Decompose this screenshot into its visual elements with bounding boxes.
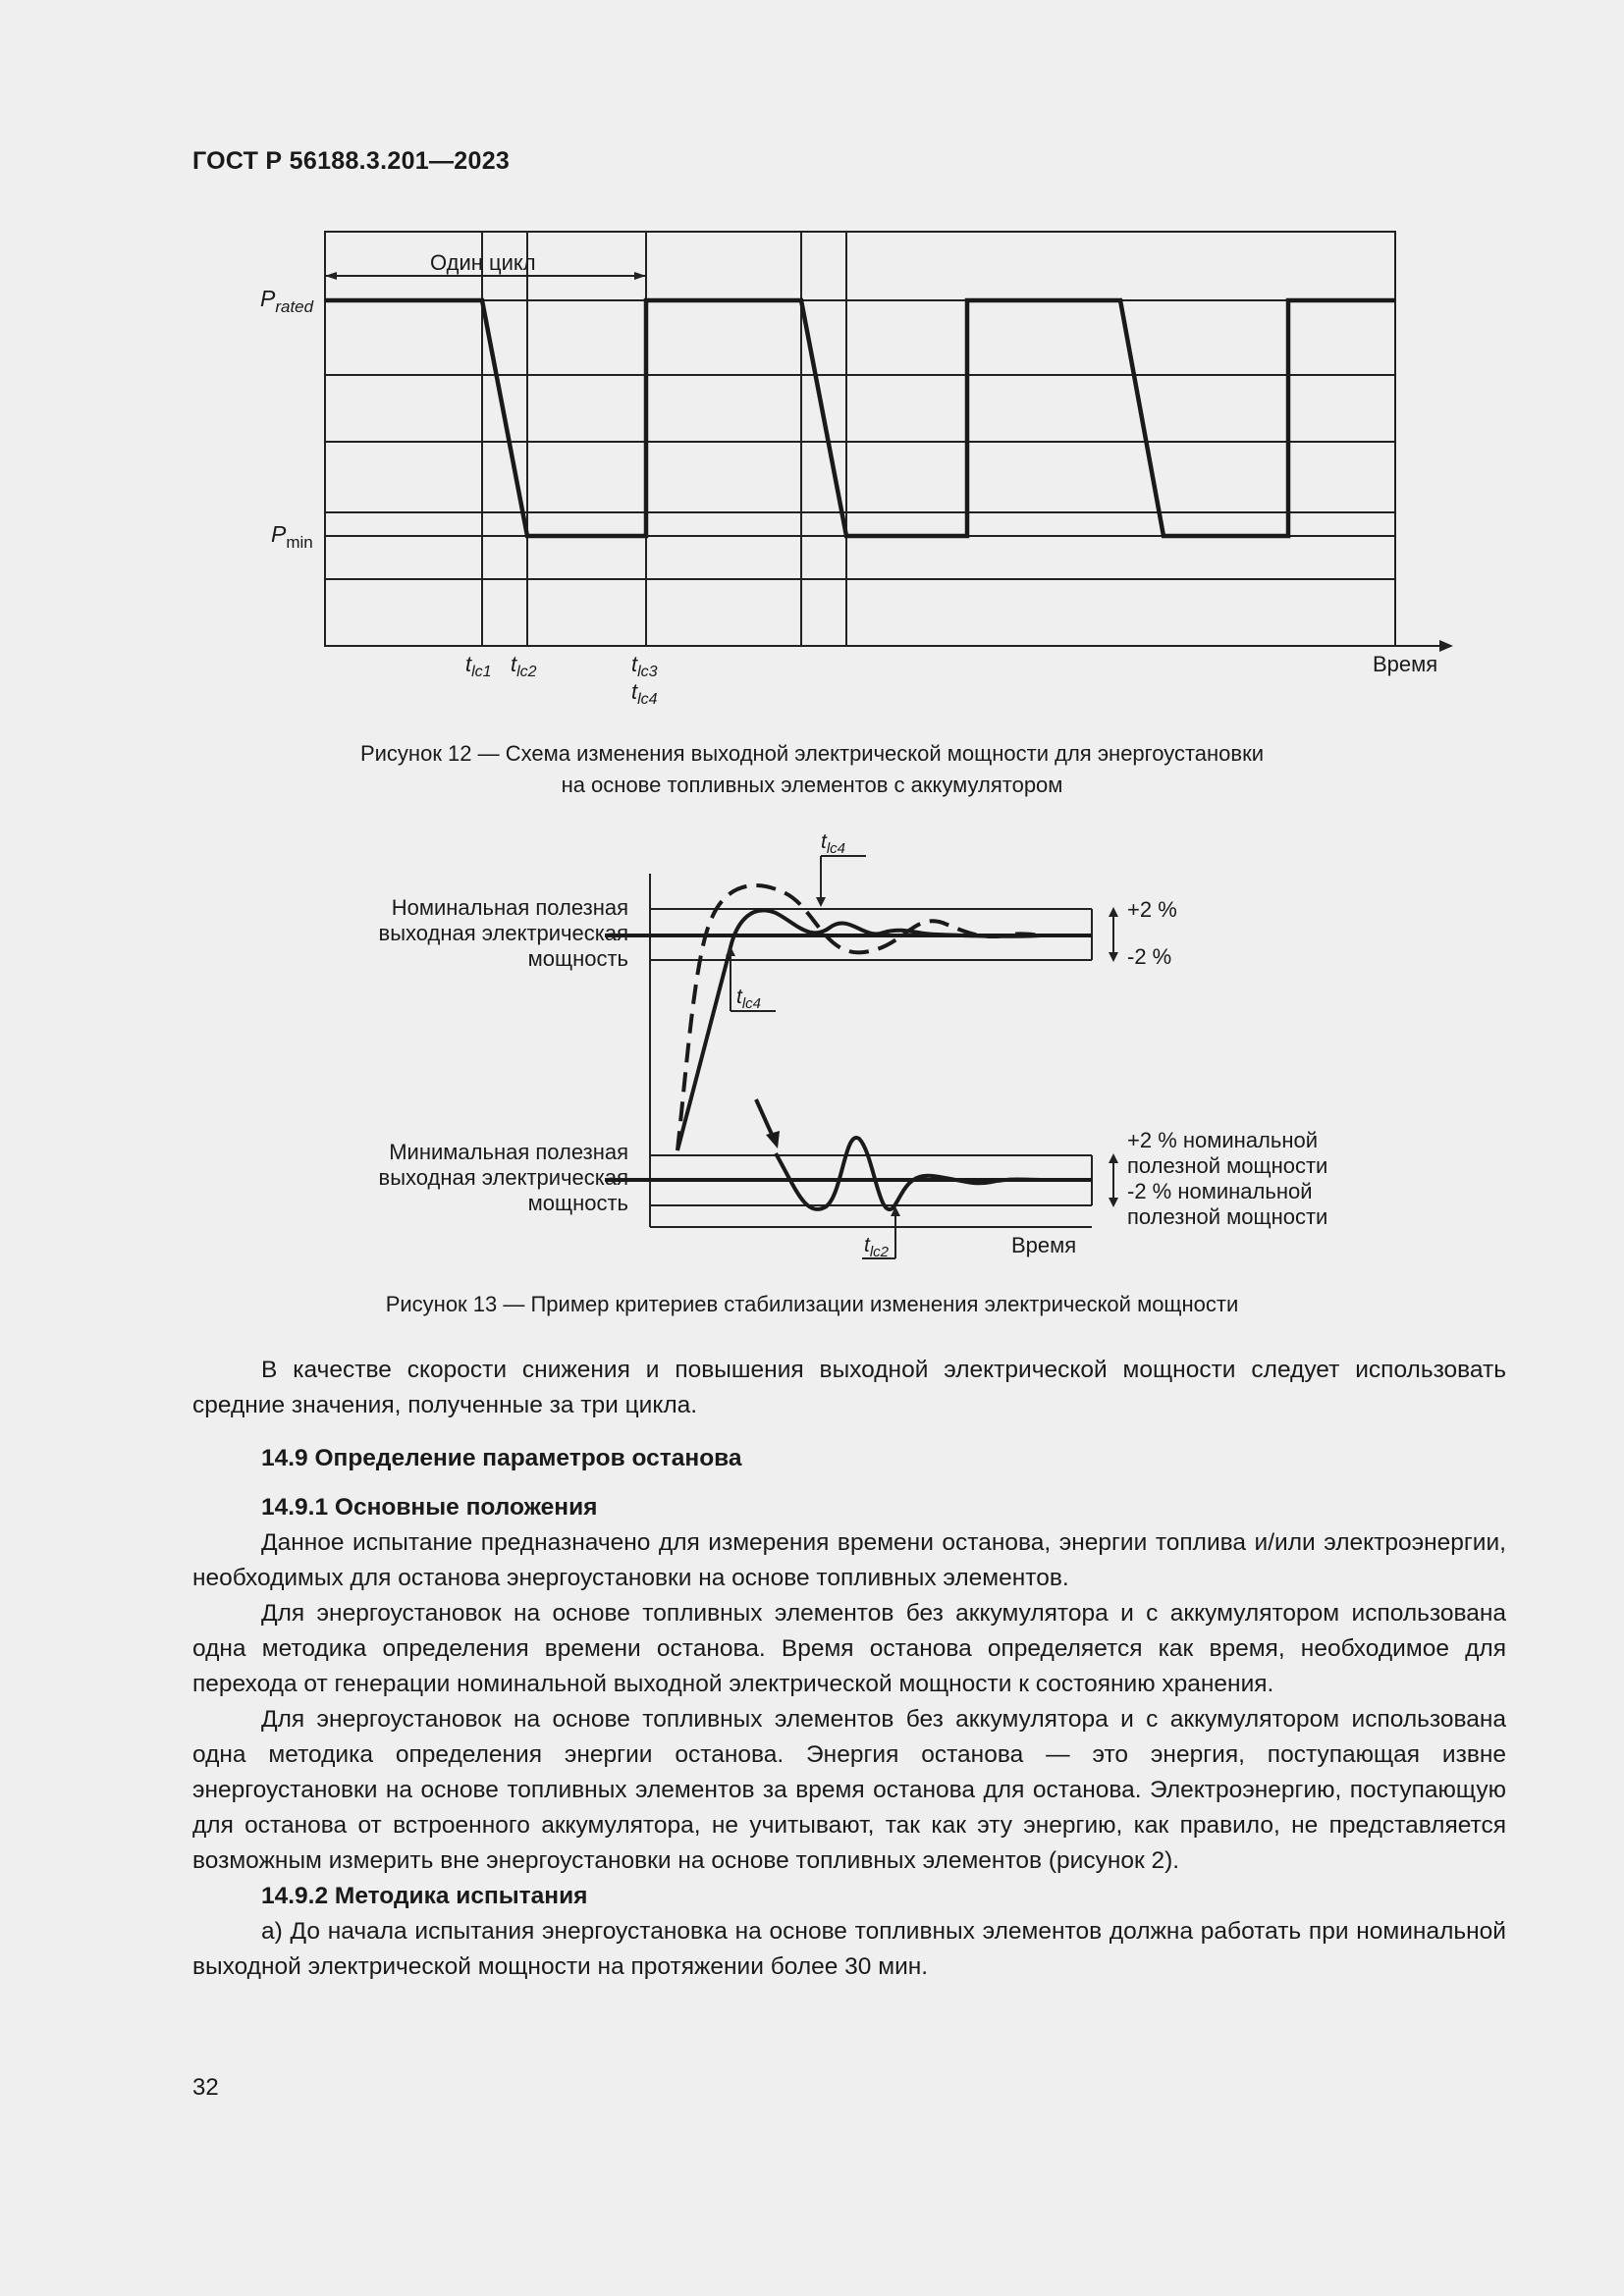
t-lc3-label: $t_{lc3}$ <box>631 652 658 680</box>
figure-12-caption <box>0 738 1624 801</box>
arrow-head <box>816 897 826 907</box>
figure-12-caption-line1: Рисунок 12 — Схема изменения выходной электрической мощности для энергоустановки <box>359 741 1265 766</box>
heading-14-9-2: 14.9.2 Методика испытания <box>261 1883 588 1909</box>
minimal-label-line1: Минимальная полезная <box>389 1140 628 1164</box>
power-curve <box>325 300 1395 536</box>
body-text <box>192 1353 1506 1985</box>
paragraph-5: а) До начала испытания энергоустановка на основе топливных элементов должна работать при номинальной выходной электрической мощности на протяжении более 30 мин. <box>192 1918 1506 1980</box>
t-lc4-top-label: $t_{lc4}$ <box>821 830 846 857</box>
figure-13-caption: Рисунок 13 — Пример критериев стабилизации изменения электрической мощности <box>385 1292 1239 1316</box>
figure-12-caption-line2: на основе топливных элементов с аккумулятором <box>561 773 1063 797</box>
heading-14-9: 14.9 Определение параметров останова <box>261 1445 742 1471</box>
t-lc4-mid-label: $t_{lc4}$ <box>736 986 762 1012</box>
nominal-label-line2: выходная электрическая <box>378 921 628 945</box>
time-label: Время <box>1011 1233 1077 1257</box>
minus2-label: -2 % <box>1127 944 1172 969</box>
arrow-head <box>1109 1153 1118 1163</box>
plus2-nominal-line1: +2 % номинальной <box>1127 1128 1319 1152</box>
t-lc1-label: $t_{lc1}$ <box>465 652 492 680</box>
arrow-head <box>1109 907 1118 917</box>
paragraph-1: В качестве скорости снижения и повышения выходной электрической мощности следует использовать средние значения, полученные за три цикла. <box>192 1357 1506 1418</box>
arrow-head <box>1109 1198 1118 1207</box>
paragraph-2: Данное испытание предназначено для измерения времени останова, энергии топлива и/или электроэнергии, необходимых для останова энергоустановки на основе топливных элементов. <box>192 1529 1506 1591</box>
t-lc4-label: $t_{lc4}$ <box>631 679 658 708</box>
plus2-label: +2 % <box>1127 897 1177 922</box>
grid <box>325 232 1439 646</box>
p-rated-label: $P_{rated}$ <box>260 286 314 316</box>
nominal-label-line3: мощность <box>527 946 628 971</box>
minus2-nominal-line2: полезной мощности <box>1127 1204 1328 1229</box>
document-header: ГОСТ Р 56188.3.201—2023 <box>192 147 511 175</box>
figure-12-diagram <box>0 0 1624 746</box>
cycle-label: Один цикл <box>430 250 536 275</box>
t-lc2-label: $t_{lc2}$ <box>864 1234 890 1260</box>
dashed-response-curve <box>677 885 1043 1150</box>
solid-response-curve <box>677 910 1041 1150</box>
decrease-arrow-line <box>756 1099 774 1139</box>
minimal-label-line2: выходная электрическая <box>378 1165 628 1190</box>
arrow-head <box>726 946 735 956</box>
minimal-response-curve <box>776 1138 1051 1209</box>
figure-13-diagram <box>0 815 1624 1276</box>
cycle-arrow-right <box>634 272 646 280</box>
paragraph-4: Для энергоустановок на основе топливных элементов без аккумулятора и с аккумулятором использована одна методика определения энергии останова. Энергия останова — это энергия, поступающая извне энергоустановки на основе топливных элементов за время останова для останова. Электроэнергию, поступающую для останова от встроенного аккумулятора, не учитывают, так как эту энергию, как правило, не представляется возможным измерить вне энергоустановки на основе топливных элементов (рисунок 2). <box>192 1706 1506 1874</box>
paragraph-3: Для энергоустановок на основе топливных элементов без аккумулятора и с аккумулятором использована одна методика определения времени останова. Время останова определяется как время, необходимое для перехода от генерации номинальной выходной электрической мощности к состоянию хранения. <box>192 1600 1506 1697</box>
decrease-arrow-head <box>766 1131 780 1148</box>
p-min-label: $P_{min}$ <box>271 521 313 552</box>
minimal-label-line3: мощность <box>527 1191 628 1215</box>
page-number: 32 <box>192 2074 219 2101</box>
nominal-label-line1: Номинальная полезная <box>391 895 628 920</box>
t-lc2-label: $t_{lc2}$ <box>511 652 537 680</box>
cycle-arrow-left <box>325 272 337 280</box>
plot-frame <box>325 232 1395 646</box>
arrow-head <box>1109 952 1118 962</box>
minus2-nominal-line1: -2 % номинальной <box>1127 1179 1313 1203</box>
time-axis-arrow <box>1439 640 1453 652</box>
heading-14-9-1: 14.9.1 Основные положения <box>261 1494 598 1521</box>
plus2-nominal-line2: полезной мощности <box>1127 1153 1328 1178</box>
time-label: Время <box>1373 652 1438 676</box>
